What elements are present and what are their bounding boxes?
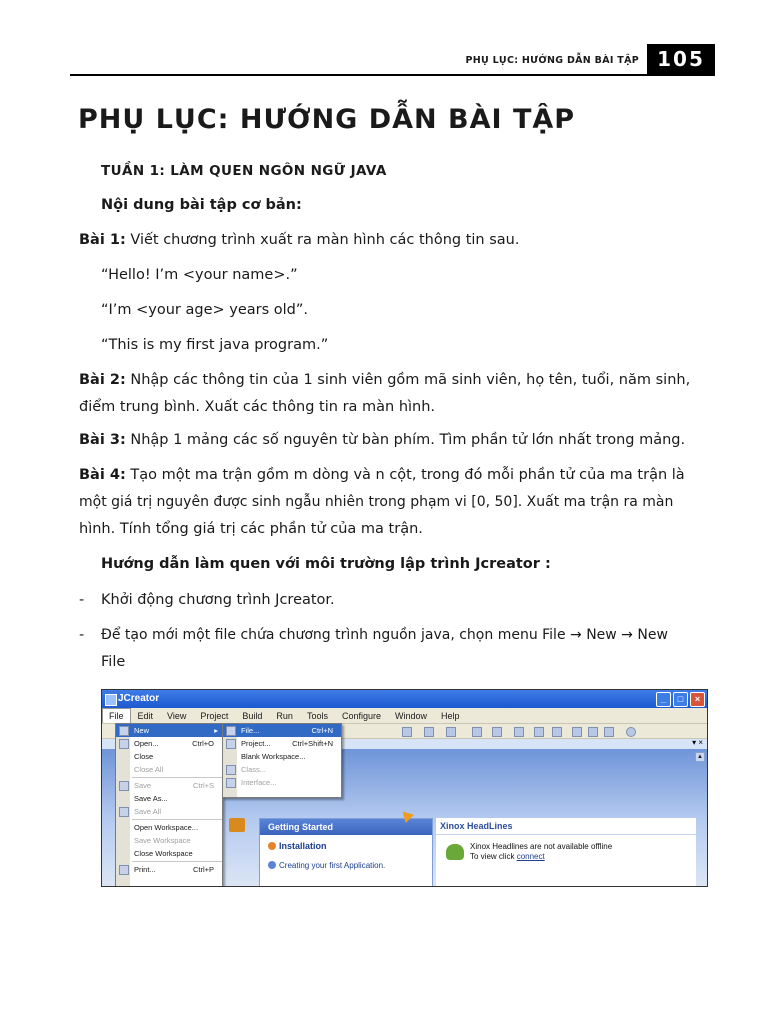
submenu-arrow-icon: ▸	[214, 726, 218, 735]
menu-build[interactable]: Build	[242, 711, 263, 721]
menu-item-close-workspace-label: Close Workspace	[134, 849, 193, 858]
toolbar-step-icon[interactable]	[492, 727, 502, 737]
menu-item-save-label: Save	[134, 781, 152, 790]
menu-tools[interactable]: Tools	[306, 711, 328, 721]
bullet-2-line-2: File	[101, 654, 126, 670]
exercise-4-line-3: hình. Tính tổng giá trị các phần tử của ma trận.	[79, 521, 423, 537]
headlines-heading: Xinox HeadLines	[436, 818, 696, 835]
scroll-up-icon[interactable]: ▲	[695, 752, 705, 762]
menu-item-save-all	[116, 805, 222, 818]
toolbar-window-icon[interactable]	[572, 727, 582, 737]
chapter-title: PHỤ LỤC: HƯỚNG DẪN BÀI TẬP	[78, 104, 576, 135]
submenu-item-file-shortcut: Ctrl+N	[311, 726, 333, 735]
file-menu	[115, 723, 223, 887]
print-icon	[119, 865, 129, 875]
panel-controls[interactable]: ▾ ×	[692, 738, 703, 747]
offline-globe-icon	[446, 844, 464, 860]
running-title: PHỤ LỤC: HƯỚNG DẪN BÀI TẬP	[465, 55, 639, 66]
running-header	[70, 44, 715, 76]
exercise-3-label: Bài 3:	[79, 432, 126, 448]
window-titlebar	[102, 690, 707, 708]
exercise-2	[79, 372, 690, 388]
bullet-mark-1: -	[79, 592, 85, 608]
menu-view[interactable]: View	[167, 711, 187, 721]
menu-file[interactable]: File	[102, 708, 131, 723]
jcreator-screenshot	[101, 689, 708, 887]
menu-item-print[interactable]	[116, 863, 222, 876]
installation-label: Installation	[279, 841, 327, 851]
menu-item-close[interactable]	[116, 750, 222, 763]
submenu-item-project-label: Project...	[241, 739, 271, 748]
menubar	[102, 708, 707, 724]
quote-line-1: “Hello! I’m <your name>.”	[101, 267, 298, 283]
submenu-item-interface-label: Interface...	[241, 778, 277, 787]
menu-edit[interactable]: Edit	[137, 711, 154, 721]
submenu-item-blank-workspace-label: Blank Workspace...	[241, 752, 306, 761]
exercise-2-text: Nhập các thông tin của 1 sinh viên gồm mã sinh viên, họ tên, tuổi, năm sinh,	[125, 372, 691, 388]
menu-item-save	[116, 779, 222, 792]
maximize-icon[interactable]: □	[673, 692, 688, 707]
submenu-item-project[interactable]	[223, 737, 341, 750]
menu-item-save-as-label: Save As...	[134, 794, 168, 803]
exercise-3-text: Nhập 1 mảng các số nguyên từ bàn phím. Tìm phần tử lớn nhất trong mảng.	[125, 432, 686, 448]
menu-item-save-all-label: Save All	[134, 807, 162, 816]
guide-heading: Hướng dẫn làm quen với môi trường lập trình Jcreator :	[101, 556, 551, 572]
menu-item-new[interactable]	[116, 724, 222, 737]
bullet-mark-2: -	[79, 627, 85, 643]
toolbar-run-icon[interactable]	[402, 727, 412, 737]
menu-item-open-workspace-label: Open Workspace...	[134, 823, 199, 832]
menu-item-open-shortcut: Ctrl+O	[192, 739, 214, 748]
submenu-item-blank-workspace[interactable]	[223, 750, 341, 763]
submenu-item-interface	[223, 776, 341, 789]
menu-item-close-label: Close	[134, 752, 154, 761]
menu-item-open-label: Open...	[134, 739, 159, 748]
headlines-message	[470, 842, 612, 862]
quote-line-3: “This is my first java program.”	[101, 337, 329, 353]
menu-help[interactable]: Help	[441, 711, 460, 721]
menu-item-save-as[interactable]	[116, 792, 222, 805]
new-submenu	[222, 723, 342, 798]
toolbar-layout-icon[interactable]	[588, 727, 598, 737]
menu-project[interactable]: Project	[200, 711, 229, 721]
menu-item-print-shortcut: Ctrl+P	[192, 865, 214, 874]
submenu-item-file[interactable]	[223, 724, 341, 737]
getting-started-heading: Getting Started	[260, 819, 432, 835]
menu-item-open-workspace[interactable]	[116, 821, 222, 834]
save-all-icon	[119, 807, 129, 817]
connect-link[interactable]: connect	[516, 852, 545, 861]
toolbar-forward-icon[interactable]	[552, 727, 562, 737]
toolbar-play-icon[interactable]	[424, 727, 434, 737]
getting-started-logo-icon	[229, 818, 245, 832]
exercise-3	[79, 432, 685, 448]
window-title: JCreator	[118, 693, 160, 704]
toolbar-bookmark-icon[interactable]	[514, 727, 524, 737]
menu-configure[interactable]: Configure	[341, 711, 381, 721]
headlines-line-2-prefix: To view click	[470, 852, 517, 861]
menu-item-print-label: Print...	[134, 865, 156, 874]
menu-item-close-all	[116, 763, 222, 776]
menu-item-save-workspace	[116, 834, 222, 847]
toolbar-debug-icon[interactable]	[446, 727, 456, 737]
getting-started-panel	[259, 818, 433, 887]
minimize-icon[interactable]: _	[656, 692, 671, 707]
quote-line-2: “I’m <your age> years old”.	[101, 302, 309, 318]
submenu-item-class-label: Class...	[241, 765, 267, 774]
xinox-headlines-panel	[436, 818, 696, 886]
class-icon	[226, 765, 236, 775]
toolbar-panel-icon[interactable]	[604, 727, 614, 737]
exercise-2-label: Bài 2:	[79, 372, 126, 388]
bullet-icon	[268, 861, 276, 869]
bullet-2-text: Để tạo mới một file chứa chương trình nguồn java, chọn menu File → New → New	[101, 627, 668, 643]
interface-icon	[226, 778, 236, 788]
create-application-link[interactable]	[268, 861, 385, 870]
submenu-item-file-label: File...	[241, 726, 260, 735]
save-icon	[119, 781, 129, 791]
menu-item-save-workspace-label: Save Workspace	[134, 836, 191, 845]
menu-item-save-shortcut: Ctrl+S	[192, 781, 214, 790]
menu-window[interactable]: Window	[394, 711, 427, 721]
bullet-1-text: Khởi động chương trình Jcreator.	[101, 592, 335, 608]
toolbar-help-icon[interactable]	[626, 727, 636, 737]
exercise-1-label: Bài 1:	[79, 232, 126, 248]
open-folder-icon	[119, 739, 129, 749]
exercise-4-text: Tạo một ma trận gồm m dòng và n cột, trong đó mỗi phần tử của ma trận là	[125, 467, 685, 483]
exercise-2-line-2: điểm trung bình. Xuất các thông tin ra màn hình.	[79, 399, 436, 415]
menu-item-close-all-label: Close All	[134, 765, 164, 774]
week-heading: TUẦN 1: LÀM QUEN NGÔN NGỮ JAVA	[101, 163, 387, 179]
submenu-item-class	[223, 763, 341, 776]
headlines-line-1: Xinox Headlines are not available offline	[470, 842, 613, 851]
exercise-4-line-2: một giá trị nguyên được sinh ngẫu nhiên trong phạm vi [0, 50]. Xuất ma trận ra màn	[79, 494, 674, 510]
submenu-item-project-shortcut: Ctrl+Shift+N	[292, 739, 333, 748]
installation-link[interactable]	[268, 841, 327, 851]
create-application-label: Creating your first Application.	[279, 861, 386, 870]
new-project-icon	[226, 739, 236, 749]
headlines-line-2	[470, 852, 612, 862]
installation-icon	[268, 842, 276, 850]
menu-item-new-label: New	[134, 726, 150, 735]
exercise-1	[79, 232, 519, 248]
toolbar-back-icon[interactable]	[534, 727, 544, 737]
exercise-4-label: Bài 4:	[79, 467, 126, 483]
new-icon	[119, 726, 129, 736]
page-number: 105	[647, 44, 715, 74]
menu-item-close-workspace[interactable]	[116, 847, 222, 860]
menu-run[interactable]: Run	[276, 711, 293, 721]
exercise-4	[79, 467, 685, 483]
subheading: Nội dung bài tập cơ bản:	[101, 197, 302, 213]
toolbar-stop-icon[interactable]	[472, 727, 482, 737]
close-icon[interactable]: ×	[690, 692, 705, 707]
new-file-icon	[226, 726, 236, 736]
menu-item-open[interactable]	[116, 737, 222, 750]
exercise-1-text: Viết chương trình xuất ra màn hình các thông tin sau.	[125, 232, 520, 248]
jcreator-app-icon	[105, 694, 117, 706]
